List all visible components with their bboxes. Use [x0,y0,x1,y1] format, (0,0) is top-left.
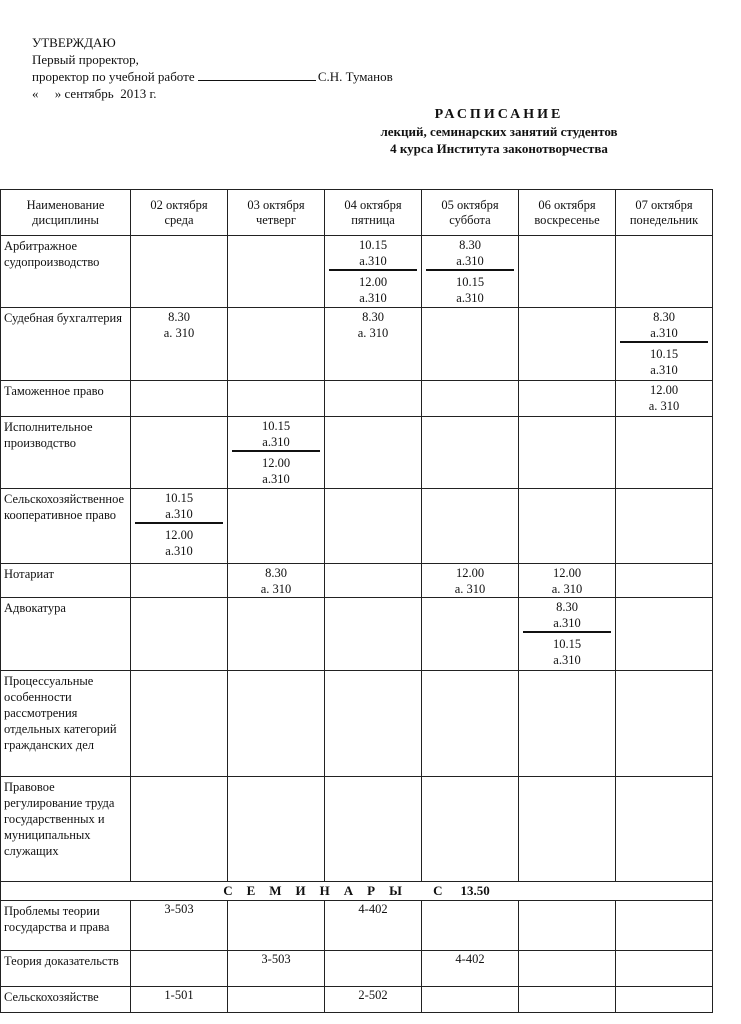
day-date: 02 октября [150,197,208,212]
lecture-slot [620,308,708,343]
header-day [325,190,422,236]
seminar-room-cell [228,987,325,1013]
day-weekday: среда [164,212,194,227]
header-day [422,190,519,236]
slot-room: а. 310 [648,399,680,413]
lecture-slot [422,273,518,306]
slot-room: а. 310 [357,326,389,340]
lecture-slot [422,564,518,597]
schedule-cell [325,598,422,671]
slot-time: 10.15 [358,238,388,252]
lecture-row [1,564,713,598]
lecture-slot [228,564,324,597]
slot-room: а.310 [650,326,678,340]
slot-room: а. 310 [163,326,195,340]
discipline-name: Нотариат [1,564,131,598]
day-date: 07 октября [635,197,693,212]
discipline-name: Судебная бухгалтерия [1,308,131,381]
schedule-cell [131,564,228,598]
schedule-cell [228,381,325,417]
schedule-cell [616,417,713,489]
schedule-cell [519,598,616,671]
slot-time: 8.30 [168,310,190,324]
lecture-row [1,489,713,564]
seminar-room-cell: 3-503 [131,901,228,951]
discipline-name: Исполнительное производство [1,417,131,489]
slot-room: а.310 [359,291,387,305]
schedule-cell [519,381,616,417]
lecture-slot [232,417,320,452]
schedule-cell [131,236,228,308]
approval-date: « » сентябрь 2013 г. [32,86,157,101]
seminar-discipline-name: Проблемы теории государства и права [1,901,131,951]
schedule-cell [325,489,422,564]
schedule-cell [325,308,422,381]
schedule-cell [519,564,616,598]
schedule-cell [422,777,519,882]
slot-time: 10.15 [552,637,582,651]
approval-signature-line [32,68,393,85]
schedule-cell [131,777,228,882]
seminar-room-cell [325,951,422,987]
lecture-slot [519,635,615,668]
header-day [131,190,228,236]
schedule-cell [325,381,422,417]
lecture-row [1,417,713,489]
slot-time: 12.00 [261,456,291,470]
schedule-cell [519,417,616,489]
seminar-room-cell: 2-502 [325,987,422,1013]
schedule-cell [325,777,422,882]
lecture-row [1,671,713,777]
header-day [616,190,713,236]
slot-time: 8.30 [265,566,287,580]
seminar-row [1,951,713,987]
day-weekday: пятница [351,212,395,227]
seminar-discipline-name: Сельскохозяйстве [1,987,131,1013]
slot-time: 10.15 [455,275,485,289]
lecture-slot [616,345,712,378]
schedule-cell [325,236,422,308]
schedule-cell [228,598,325,671]
schedule-cell [616,777,713,882]
lecture-slot [519,564,615,597]
schedule-cell [616,308,713,381]
seminar-room-cell [616,901,713,951]
discipline-name: Арбитражное судопроизводство [1,236,131,308]
slot-room: а. 310 [260,582,292,596]
header-day [519,190,616,236]
discipline-name: Сельскохозяйственное кооперативное право [1,489,131,564]
seminar-room-cell [422,987,519,1013]
schedule-table [0,189,713,1013]
seminar-room-cell [131,951,228,987]
schedule-cell [616,598,713,671]
seminars-time: 13.50 [460,883,490,898]
schedule-cell [325,417,422,489]
schedule-cell [519,308,616,381]
header-day [228,190,325,236]
schedule-cell [325,671,422,777]
lecture-slot [131,308,227,341]
schedule-cell [131,381,228,417]
schedule-cell [422,489,519,564]
seminar-room-cell [519,987,616,1013]
day-weekday: воскресенье [534,212,600,227]
slot-time: 12.00 [164,528,194,542]
day-weekday: понедельник [629,212,699,227]
lecture-slot [131,526,227,559]
slot-time: 10.15 [261,419,291,433]
slot-room: а.310 [456,291,484,305]
seminar-rows [1,882,713,1013]
schedule-cell [422,598,519,671]
header-row [1,190,713,236]
document-title [364,106,634,157]
schedule-cell [422,564,519,598]
slot-room: а. 310 [551,582,583,596]
seminar-room-cell: 3-503 [228,951,325,987]
slot-time: 10.15 [164,491,194,505]
schedule-cell [228,671,325,777]
slot-room: а.310 [650,363,678,377]
slot-room: а.310 [553,616,581,630]
lecture-row [1,598,713,671]
discipline-name: Таможенное право [1,381,131,417]
approval-name: С.Н. Туманов [317,69,393,84]
schedule-cell [519,236,616,308]
slot-time: 8.30 [459,238,481,252]
schedule-cell [616,564,713,598]
lecture-slot [523,598,611,633]
schedule-cell [228,564,325,598]
schedule-cell [422,417,519,489]
title-subtitle-1: лекций, семинарских занятий студентов [380,124,618,139]
slot-room: а. 310 [454,582,486,596]
schedule-cell [131,598,228,671]
day-date: 06 октября [538,197,596,212]
lecture-slot [228,454,324,487]
title-main: РАСПИСАНИЕ [434,107,564,122]
day-date: 03 октября [247,197,305,212]
lecture-row [1,381,713,417]
slot-time: 8.30 [556,600,578,614]
approval-title: УТВЕРЖДАЮ [32,35,116,50]
lecture-slot [325,308,421,341]
discipline-name: Процессуальные особенности рассмотрения отдельных категорий гражданских дел [1,671,131,777]
seminar-discipline-name: Теория доказательств [1,951,131,987]
schedule-cell [422,381,519,417]
schedule-cell [131,489,228,564]
day-date: 05 октября [441,197,499,212]
day-date: 04 октября [344,197,402,212]
schedule-cell [422,236,519,308]
schedule-cell [228,308,325,381]
schedule-cell [519,777,616,882]
schedule-cell [131,671,228,777]
seminar-room-cell [616,951,713,987]
schedule-cell [616,236,713,308]
slot-time: 12.00 [552,566,582,580]
seminar-room-cell: 4-402 [325,901,422,951]
approval-position: Первый проректор, [32,52,139,67]
seminars-heading [1,882,713,901]
slot-room: а.310 [165,544,193,558]
slot-time: 8.30 [362,310,384,324]
discipline-name: Адвокатура [1,598,131,671]
slot-room: а.310 [262,435,290,449]
schedule-cell [519,671,616,777]
seminar-room-cell [228,901,325,951]
schedule-cell [131,417,228,489]
slot-time: 10.15 [649,347,679,361]
slot-time: 12.00 [358,275,388,289]
lecture-rows [1,236,713,882]
lecture-row [1,777,713,882]
seminars-label: СЕМИНАРЫ С [223,883,457,898]
seminar-row [1,987,713,1013]
slot-time: 8.30 [653,310,675,324]
lecture-slot [329,236,417,271]
seminar-row [1,901,713,951]
seminar-room-cell [616,987,713,1013]
seminar-room-cell [519,951,616,987]
seminar-room-cell: 4-402 [422,951,519,987]
slot-time: 12.00 [455,566,485,580]
approval-block [32,34,393,102]
schedule-cell [228,489,325,564]
schedule-cell [131,308,228,381]
schedule-cell [616,381,713,417]
schedule-cell [228,417,325,489]
slot-room: а.310 [456,254,484,268]
approval-role: проректор по учебной работе [32,69,195,84]
seminar-room-cell [519,901,616,951]
seminar-room-cell: 1-501 [131,987,228,1013]
slot-room: а.310 [553,653,581,667]
lecture-row [1,308,713,381]
schedule-cell [519,489,616,564]
title-subtitle-2: 4 курса Института законотворчества [390,141,608,156]
lecture-row [1,236,713,308]
schedule-cell [228,236,325,308]
day-weekday: четверг [255,212,297,227]
header-discipline: Наименование дисциплины [1,190,131,236]
slot-time: 12.00 [649,383,679,397]
day-weekday: суббота [449,212,491,227]
schedule-cell [422,671,519,777]
slot-room: а.310 [165,507,193,521]
signature-blank [198,69,316,81]
schedule-cell [325,564,422,598]
lecture-slot [426,236,514,271]
schedule-cell [616,489,713,564]
lecture-slot [135,489,223,524]
lecture-slot [616,381,712,414]
seminar-room-cell [422,901,519,951]
discipline-name: Правовое регулирование труда государственных и муниципальных служащих [1,777,131,882]
slot-room: а.310 [262,472,290,486]
schedule-cell [228,777,325,882]
schedule-cell [616,671,713,777]
slot-room: а.310 [359,254,387,268]
schedule-cell [422,308,519,381]
seminars-heading-row [1,882,713,901]
lecture-slot [325,273,421,306]
